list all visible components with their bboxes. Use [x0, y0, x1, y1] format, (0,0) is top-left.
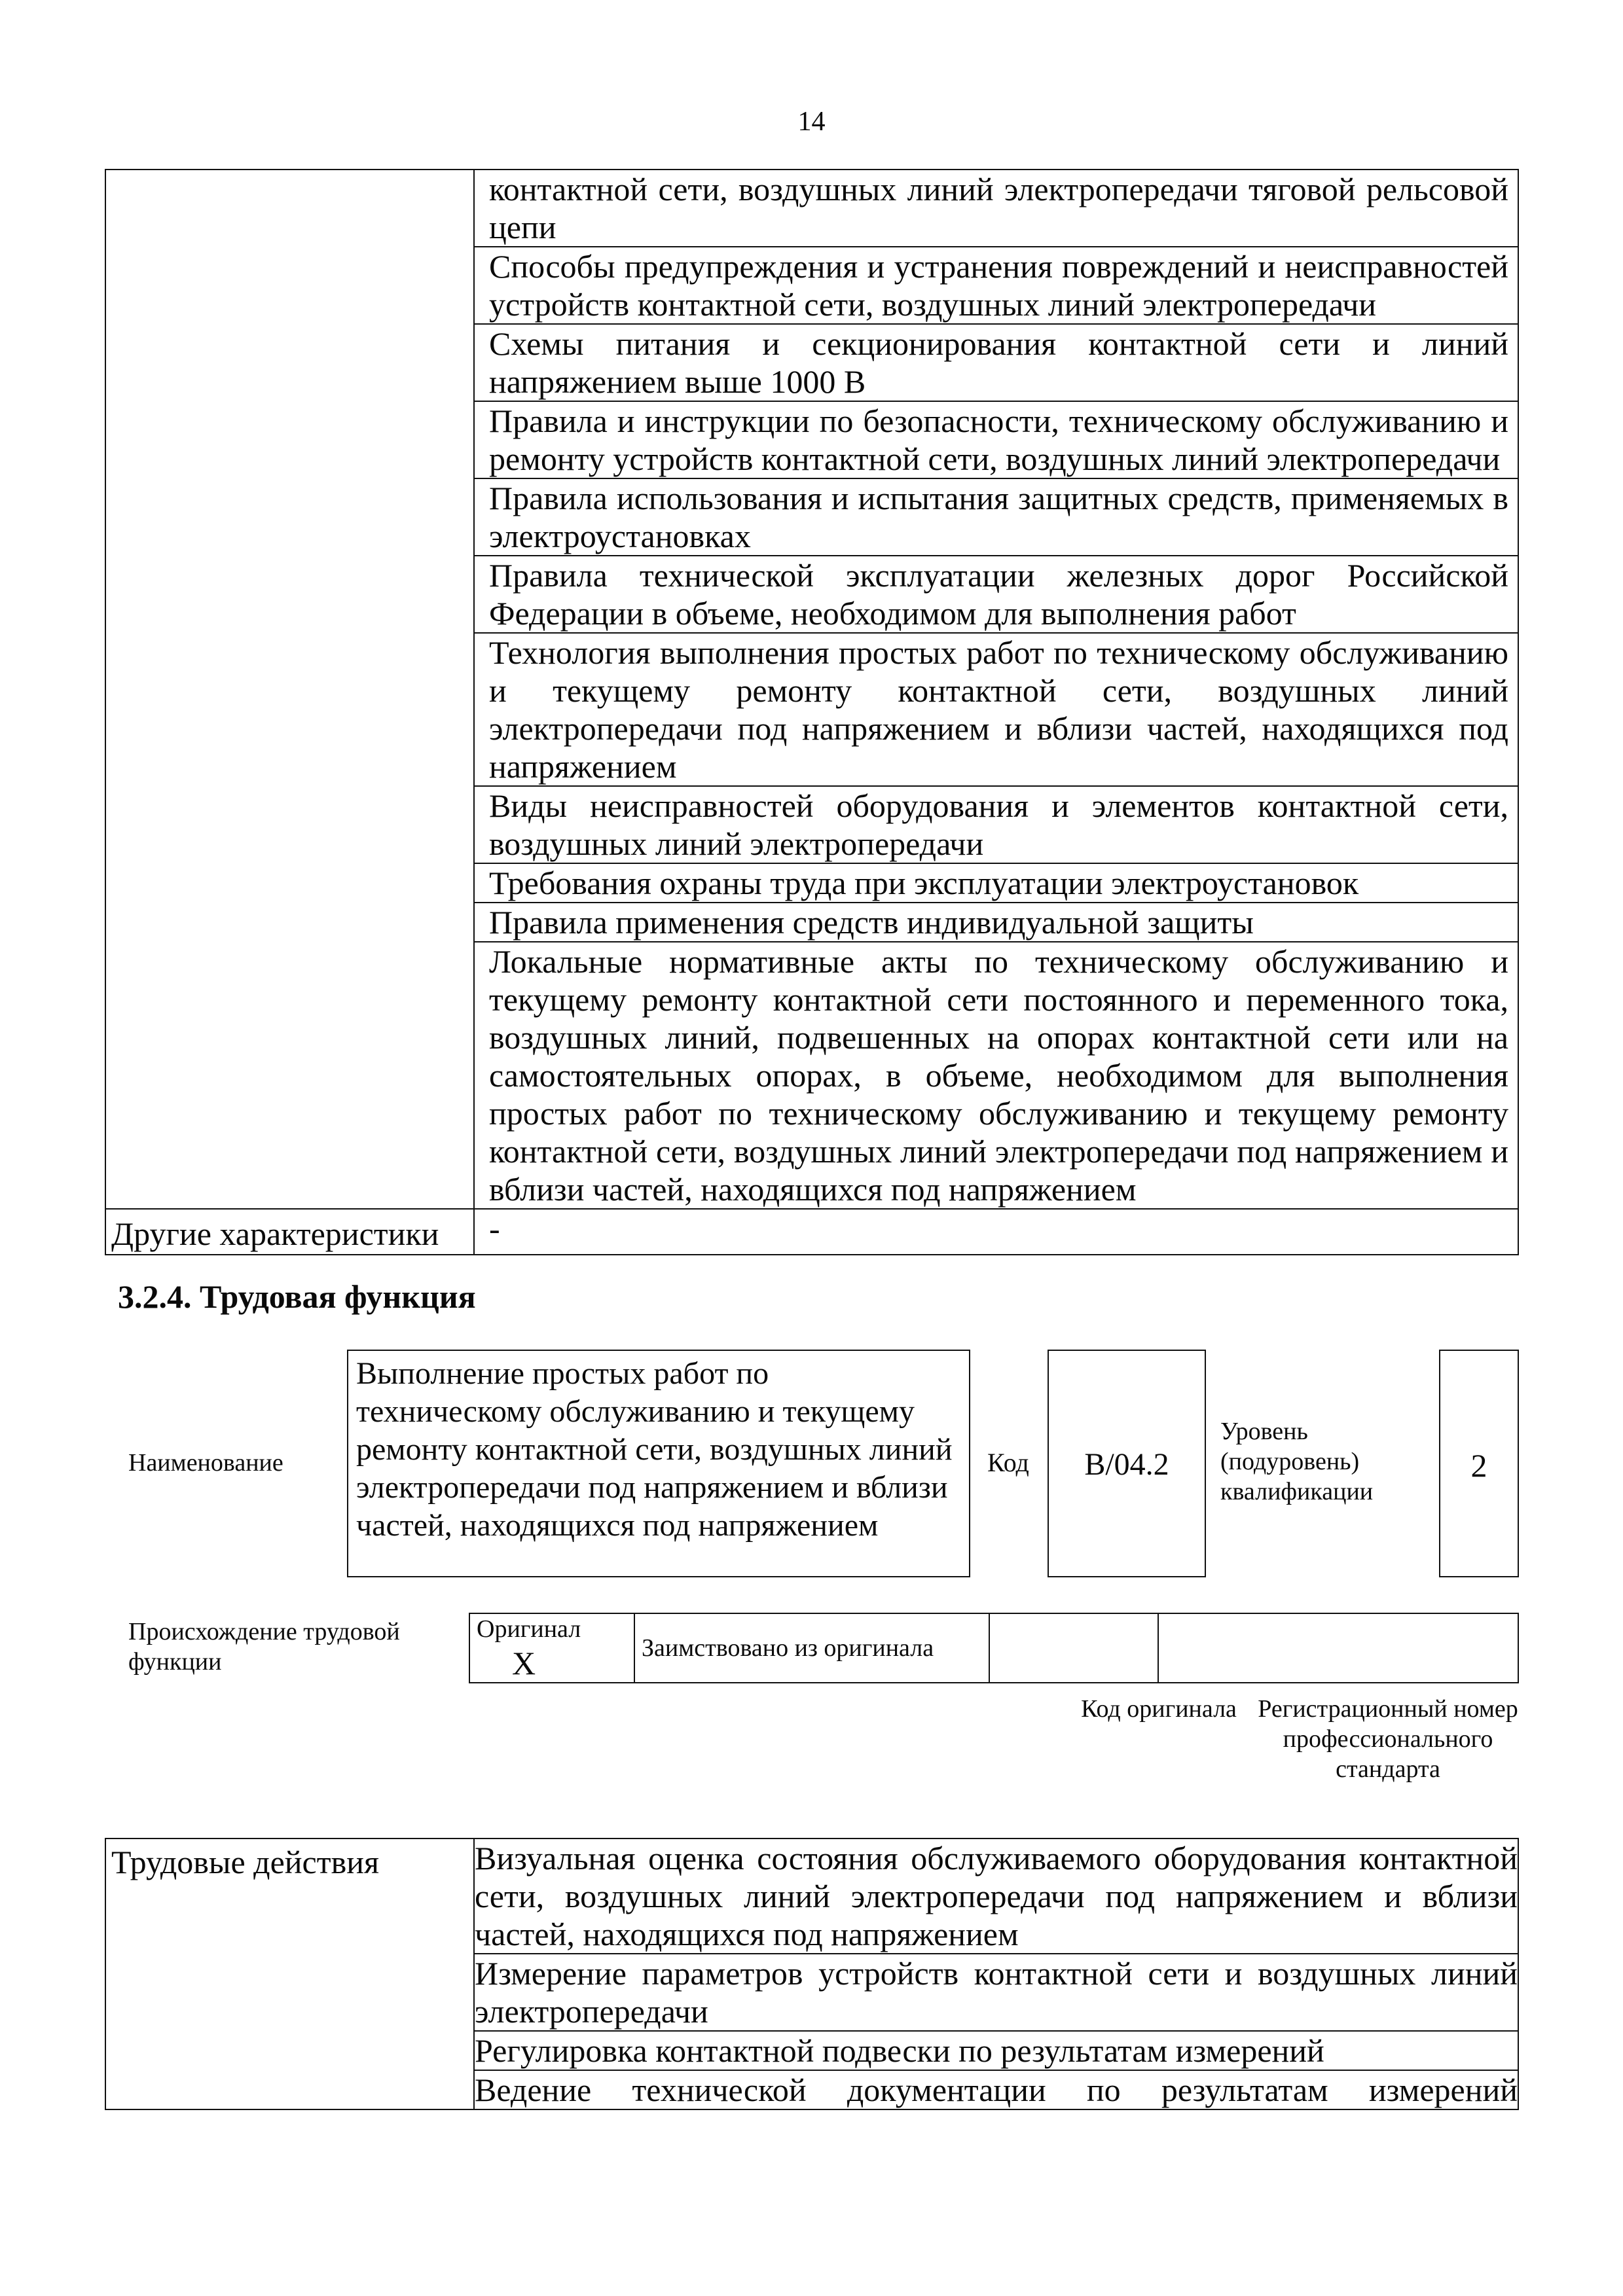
- origin-row: [469, 1613, 1519, 1683]
- registration-number-caption: Регистрационный номер профессионального стандарта: [1258, 1695, 1518, 1783]
- knowledge-item: Правила и инструкции по безопасности, техническому обслуживанию и ремонту устройств контактной сети, воздушных линий электропередачи: [474, 401, 1518, 478]
- level-box: [1439, 1350, 1519, 1577]
- code-value: В/04.2: [1084, 1447, 1169, 1482]
- knowledge-item: Технология выполнения простых работ по техническому обслуживанию и текущему ремонту контактной сети, воздушных линий электропередачи под напряжением и вблизи частей, находящихся под напряжением: [474, 633, 1518, 786]
- code-box: [1048, 1350, 1206, 1577]
- actions-table: [105, 1838, 1519, 2110]
- action-item: Измерение параметров устройств контактной сети и воздушных линий электропередачи: [475, 1955, 1518, 2030]
- knowledge-item: Правила применения средств индивидуальной защиты: [474, 903, 1518, 942]
- registration-number-cell: [1158, 1613, 1518, 1683]
- actions-label-cell: Трудовые действия: [105, 1839, 474, 2109]
- function-name-value: Выполнение простых работ по техническому обслуживанию и текущему ремонту контактной сети, воздушных линий электропередачи под напряжением и вблизи частей, находящихся под напряжением: [356, 1356, 953, 1543]
- original-cell: [469, 1613, 634, 1683]
- other-characteristics-label: Другие характеристики: [105, 1209, 474, 1255]
- table-row: [105, 1209, 1518, 1255]
- knowledge-table: [105, 169, 1519, 1255]
- knowledge-item: Локальные нормативные акты по техническому обслуживанию и текущему ремонту контактной сети постоянного и переменного тока, воздушных линий, подвешенных на опорах контактной сети или на самостоятельных опорах, в объеме, необходимом для выполнения простых работ по техническому обслуживанию и текущему ремонту контактной сети, воздушных линий электропередачи под напряжением и вблизи частей, находящихся под напряжением: [474, 942, 1518, 1209]
- knowledge-item: Схемы питания и секционирования контактной сети и линий напряжением выше 1000 В: [474, 324, 1518, 401]
- knowledge-item: Правила технической эксплуатации железных дорог Российской Федерации в объеме, необходимом для выполнения работ: [474, 556, 1518, 633]
- code-label: Код: [987, 1448, 1029, 1477]
- name-label: Наименование: [128, 1449, 283, 1477]
- original-code-cell: [989, 1613, 1158, 1683]
- section-heading: 3.2.4. Трудовая функция: [118, 1278, 476, 1315]
- knowledge-item: Требования охраны труда при эксплуатации электроустановок: [474, 863, 1518, 903]
- original-label: Оригинал: [477, 1615, 581, 1643]
- borrowed-label: Заимствовано из оригинала: [642, 1634, 934, 1662]
- knowledge-label-cell: [105, 170, 474, 1209]
- knowledge-item: Правила использования и испытания защитных средств, применяемых в электроустановках: [474, 478, 1518, 556]
- page-number: 14: [797, 107, 826, 137]
- other-characteristics-value: -: [474, 1209, 1518, 1255]
- original-code-caption: Код оригинала: [1081, 1695, 1237, 1723]
- action-item: Ведение технической документации по результатам измерений: [475, 2072, 1518, 2108]
- origin-label: Происхождение трудовой функции: [128, 1618, 400, 1676]
- knowledge-item: контактной сети, воздушных линий электропередачи тяговой рельсовой цепи: [474, 170, 1518, 247]
- function-name-box: [347, 1350, 970, 1577]
- level-value: 2: [1470, 1447, 1487, 1484]
- table-row: [105, 170, 1518, 247]
- knowledge-item: Виды неисправностей оборудования и элементов контактной сети, воздушных линий электропередачи: [474, 786, 1518, 863]
- knowledge-item: Способы предупреждения и устранения повреждений и неисправностей устройств контактной сети, воздушных линий электропередачи: [474, 247, 1518, 324]
- borrowed-cell: [634, 1613, 989, 1683]
- action-item: Визуальная оценка состояния обслуживаемого оборудования контактной сети, воздушных линий электропередачи под напряжением и вблизи частей, находящихся под напряжением: [475, 1840, 1518, 1952]
- original-mark: X: [512, 1645, 536, 1681]
- action-item: Регулировка контактной подвески по результатам измерений: [474, 2031, 1518, 2070]
- level-label: Уровень (подуровень) квалификации: [1220, 1418, 1374, 1505]
- table-row: [105, 1839, 1518, 1954]
